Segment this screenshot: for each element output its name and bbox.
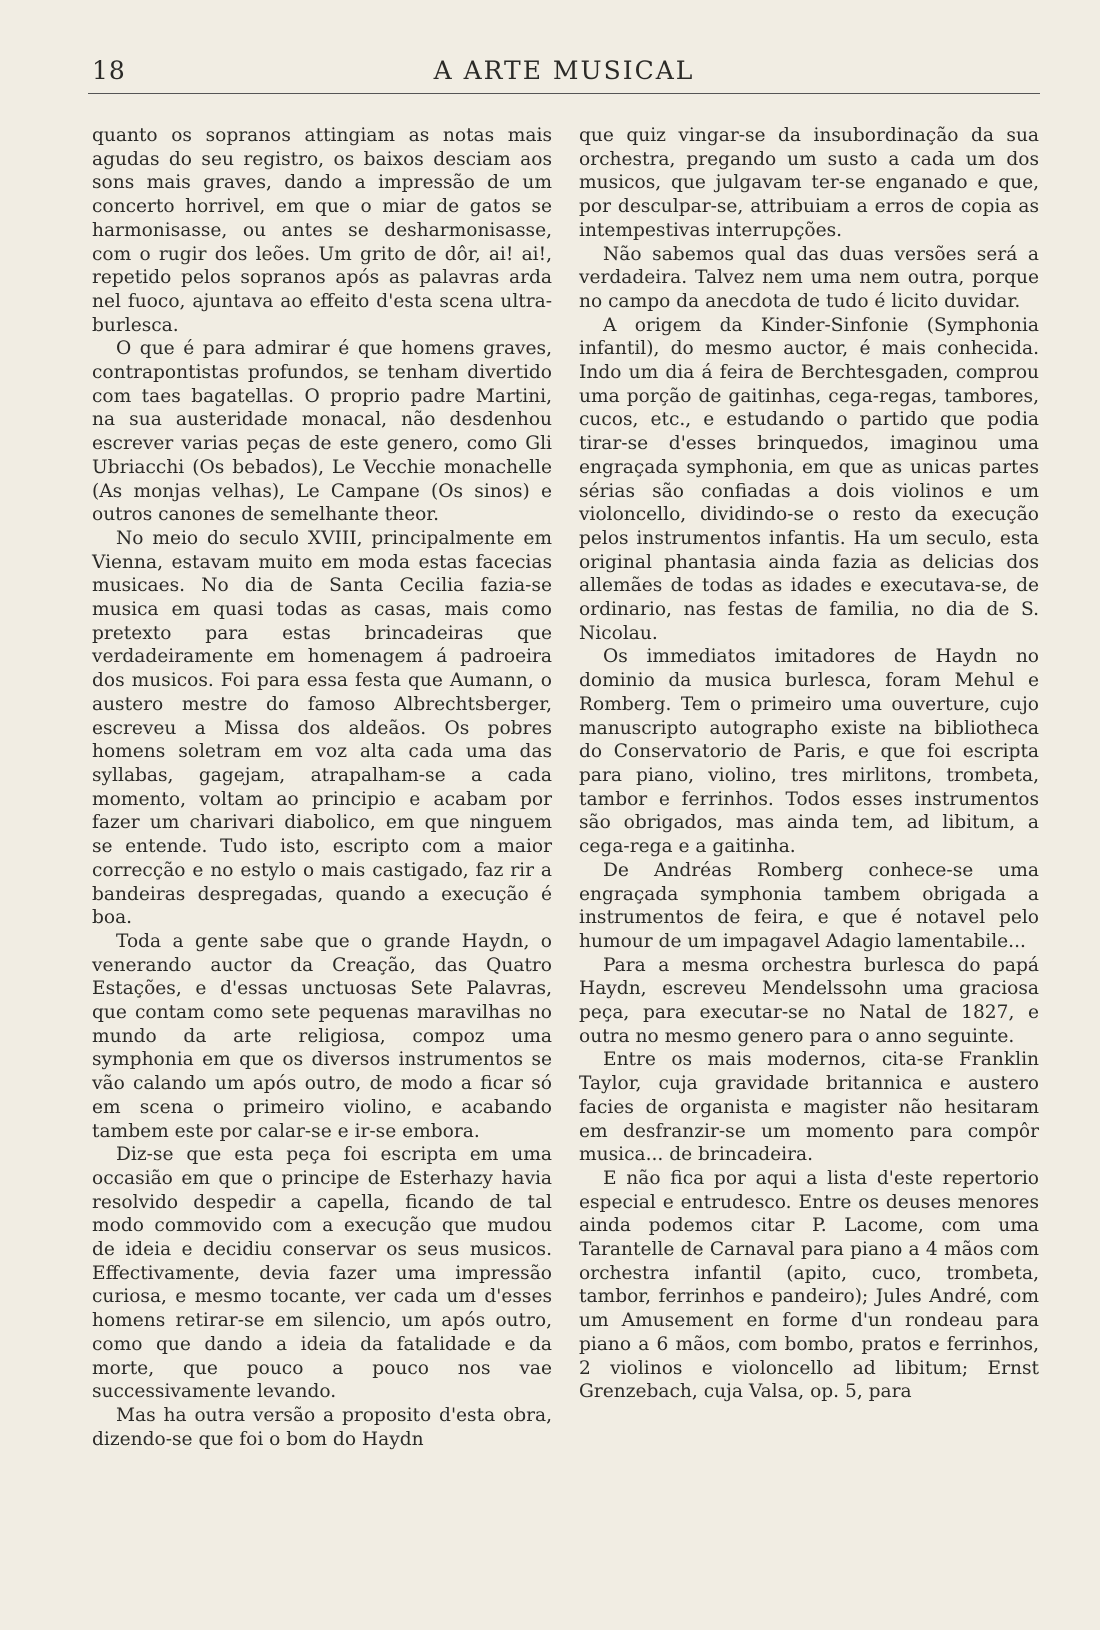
paragraph: Os immediatos imitadores de Haydn no dominio da musica burlesca, foram Mehul e Romberg. Tem o primeiro uma ouverture, cujo manuscripto autographo existe na bibliotheca do Conservatorio de Paris, e que foi escripta para piano, violino, tres mirlitons, trombeta, tambor e ferrinhos. Todos esses instrumentos são obrigados, mas ainda tem, ad libitum, a cega-rega e a gaitinha. bbox=[579, 646, 1039, 858]
paragraph: Toda a gente sabe que o grande Haydn, o venerando auctor da Creação, das Quatro Estações, e d'essas unctuosas Sete Palavras, que contam como sete pequenas maravilhas no mundo da arte religiosa, compoz uma symphonia em que os diversos instrumentos se vão calando um após outro, de modo a ficar só em scena o primeiro violino, e acabando tambem este por calar-se e ir-se embora. bbox=[92, 930, 552, 1142]
paragraph: Para a mesma orchestra burlesca do papá Haydn, escreveu Mendelssohn uma graciosa peça, para executar-se no Natal de 1827, e outra no mesmo genero para o anno seguinte. bbox=[579, 954, 1039, 1047]
paragraph: Diz-se que esta peça foi escripta em uma occasião em que o principe de Esterhazy havia resolvido despedir a capella, ficando de tal modo commovido com a execução que mudou de ideia e decidiu conservar os seus musicos. Effectivamente, devia fazer uma impressão curiosa, e mesmo tocante, ver cada um d'esses homens retirar-se em silencio, um após outro, como que dando a ideia da fatalidade e da morte, que pouco a pouco nos vae successivamente levando. bbox=[92, 1144, 552, 1403]
paragraph: No meio do seculo XVIII, principalmente em Vienna, estavam muito em moda estas facecias musicaes. No dia de Santa Cecilia fazia-se musica em quasi todas as casas, mais como pretexto para estas brincadeiras que verdadeiramente em homenagem á padroeira dos musicos. Foi para essa festa que Aumann, o austero mestre do famoso Albrechtsberger, escreveu a Missa dos aldeãos. Os pobres homens soletram em voz alta cada uma das syllabas, gagejam, atrapalham-se a cada momento, voltam ao principio e acabam por fazer um charivari diabolico, em que ninguem se entende. Tudo isto, escripto com a maior correcção e no estylo o mais castigado, faz rir a bandeiras despregadas, quando a execução é boa. bbox=[92, 527, 552, 929]
right-column bbox=[579, 124, 1039, 1404]
paragraph: A origem da Kinder-Sinfonie (Symphonia infantil), do mesmo auctor, é mais conhecida. Indo um dia á feira de Berchtesgaden, comprou uma porção de gaitinhas, cega-regas, tambores, cucos, etc., e estudando o partido que podia tirar-se d'esses brinquedos, imaginou uma engraçada symphonia, em que as unicas partes sérias são confiadas a dois violinos e um violoncello, dividindo-se o resto da execução pelos instrumentos infantis. Ha um seculo, esta original phantasia ainda fazia as delicias dos allemães de todas as idades e executava-se, de ordinario, nas festas de familia, no dia de S. Nicolau. bbox=[579, 314, 1039, 644]
paragraph: Mas ha outra versão a proposito d'esta obra, dizendo-se que foi o bom do Haydn bbox=[92, 1404, 552, 1450]
paragraph: De Andréas Romberg conhece-se uma engraçada symphonia tambem obrigada a instrumentos de feira, e que é notavel pelo humour de um impagavel Adagio lamentabile... bbox=[579, 859, 1039, 952]
paragraph: E não fica por aqui a lista d'este repertorio especial e entrudesco. Entre os deuses menores ainda podemos citar P. Lacome, com uma Tarantelle de Carnaval para piano a 4 mãos com orchestra infantil (apito, cuco, trombeta, tambor, ferrinhos e pandeiro); Jules André, com um Amusement en forme d'un rondeau para piano a 6 mãos, com bombo, pratos e ferrinhos, 2 violinos e violoncello ad libitum; Ernst Grenzebach, cuja Valsa, op. 5, para bbox=[579, 1167, 1039, 1403]
page-header bbox=[88, 56, 1040, 86]
paragraph: O que é para admirar é que homens graves, contrapontistas profundos, se tenham divertido com taes bagatellas. O proprio padre Martini, na sua austeridade monacal, não desdenhou escrever varias peças de este genero, como Gli Ubriacchi (Os bebados), Le Vecchie monachelle (As monjas velhas), Le Campane (Os sinos) e outros canones de semelhante theor. bbox=[92, 338, 552, 526]
paragraph: Entre os mais modernos, cita-se Franklin Taylor, cuja gravidade britannica e austero facies de organista e magister não hesitaram em desfranzir-se um momento para compôr musica... de brincadeira. bbox=[579, 1049, 1039, 1166]
left-column bbox=[92, 124, 552, 1451]
paragraph: Não sabemos qual das duas versões será a verdadeira. Talvez nem uma nem outra, porque no campo da anecdota de tudo é licito duvidar. bbox=[579, 243, 1039, 312]
running-title: A ARTE MUSICAL bbox=[433, 56, 695, 85]
page-number: 18 bbox=[92, 56, 126, 85]
header-rule bbox=[88, 93, 1040, 94]
paragraph: que quiz vingar-se da insubordinação da sua orchestra, pregando um susto a cada um dos musicos, que julgavam ter-se enganado e que, por desculpar-se, attribuiam a erros de copia as intempestivas interrupções. bbox=[579, 125, 1039, 241]
paragraph: quanto os sopranos attingiam as notas mais agudas do seu registro, os baixos desciam aos sons mais graves, dando a impressão de um concerto horrivel, em que o miar de gatos se harmonisasse, ou antes se desharmonisasse, com o rugir dos leões. Um grito de dôr, ai! ai!, repetido pelos sopranos após as palavras arda nel fuoco, ajuntava ao effeito d'esta scena ultra-burlesca. bbox=[92, 125, 552, 336]
